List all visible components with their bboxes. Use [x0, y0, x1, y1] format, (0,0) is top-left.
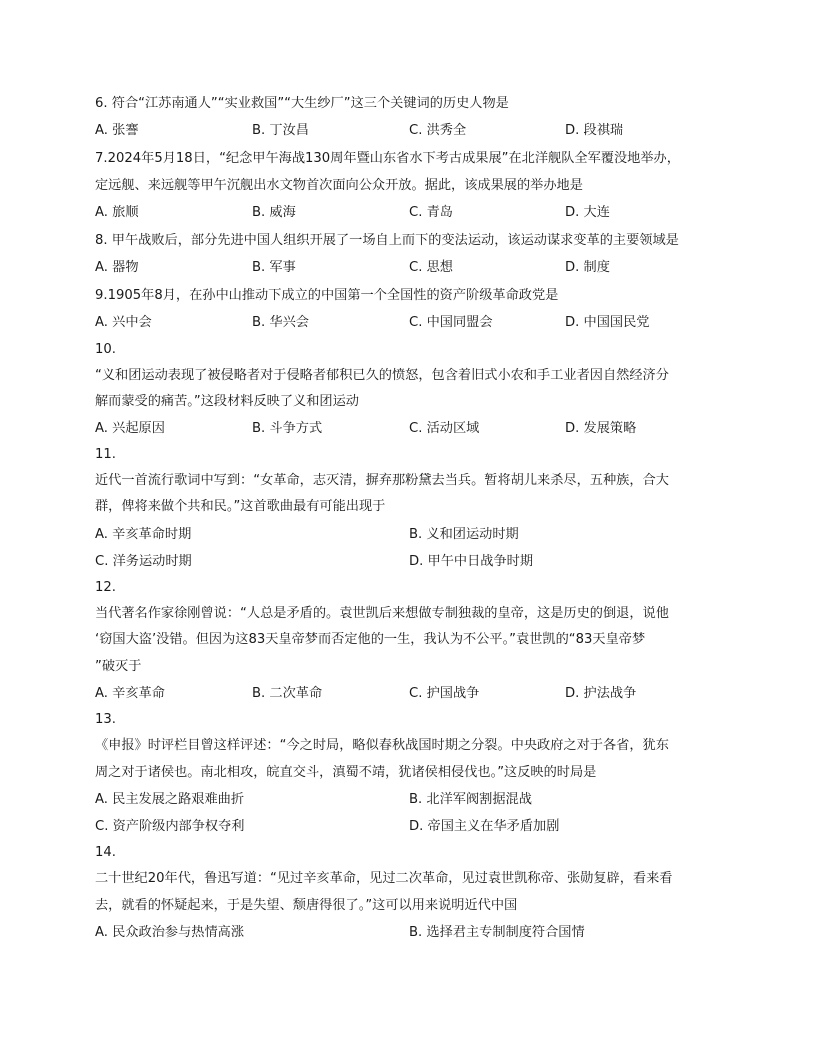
question-12-stem-line-1: 当代著名作家徐刚曾说：“人总是矛盾的。袁世凯后来想做专制独裁的皇帝，这是历史的倒退，说他 [95, 606, 669, 621]
question-7-option-b: B. 威海 [252, 205, 296, 220]
question-11-option-b: B. 义和团运动时期 [409, 527, 519, 542]
question-13-stem-line-1: 《申报》时评栏目曾这样评述：“今之时局，略似春秋战国时期之分裂。中央政府之对于各省，犹东 [95, 738, 669, 753]
question-10-option-a: A. 兴起原因 [95, 421, 165, 436]
question-8-option-b: B. 军事 [252, 260, 296, 275]
question-11-stem-line-1: 近代一首流行歌词中写到：“女革命，志灭清，摒弃那粉黛去当兵。暂将胡儿来杀尽，五种族，合大 [95, 473, 669, 488]
question-11-number: 11. [95, 447, 116, 462]
question-6-option-c: C. 洪秀全 [409, 123, 467, 138]
question-9-option-b: B. 华兴会 [252, 315, 309, 330]
question-12-stem-line-3: ”破灭于 [95, 659, 142, 674]
question-10-stem-line-2: 解而蒙受的痛苦。”这段材料反映了义和团运动 [95, 394, 359, 409]
question-7-stem-line-2: 定远舰、来远舰等甲午沉舰出水文物首次面向公众开放。据此，该成果展的举办地是 [95, 178, 583, 193]
question-13-option-d: D. 帝国主义在华矛盾加剧 [409, 819, 560, 834]
question-8-stem: 8. 甲午战败后，部分先进中国人组织开展了一场自上而下的变法运动，该运动谋求变革的主要领域是 [95, 233, 679, 248]
question-13-stem-line-2: 周之对于诸侯也。南北相攻，皖直交斗，滇蜀不靖，犹诸侯相侵伐也。”这反映的时局是 [95, 765, 597, 780]
question-10-number: 10. [95, 342, 116, 357]
question-13-number: 13. [95, 712, 116, 727]
question-12-option-c: C. 护国战争 [409, 686, 480, 701]
question-14-number: 14. [95, 845, 116, 860]
question-12-number: 12. [95, 580, 116, 595]
question-14-option-b: B. 选择君主专制制度符合国情 [409, 925, 585, 940]
question-6-option-b: B. 丁汝昌 [252, 123, 309, 138]
question-13-option-c: C. 资产阶级内部争权夺利 [95, 819, 245, 834]
question-12-option-a: A. 辛亥革命 [95, 686, 165, 701]
question-7-option-c: C. 青岛 [409, 205, 453, 220]
question-8-option-a: A. 器物 [95, 260, 139, 275]
question-9-option-d: D. 中国国民党 [565, 315, 650, 330]
question-10-option-d: D. 发展策略 [565, 421, 637, 436]
question-6-stem: 6. 符合“江苏南通人”“实业救国”“大生纱厂”这三个关键词的历史人物是 [95, 96, 509, 111]
question-9-option-a: A. 兴中会 [95, 315, 152, 330]
question-13-option-a: A. 民主发展之路艰难曲折 [95, 792, 245, 807]
question-12-option-d: D. 护法战争 [565, 686, 637, 701]
question-11-option-a: A. 辛亥革命时期 [95, 527, 192, 542]
question-14-stem-line-2: 去，就看的怀疑起来，于是失望、颓唐得很了。”这可以用来说明近代中国 [95, 898, 518, 913]
question-13-option-b: B. 北洋军阀割据混战 [409, 792, 532, 807]
question-7-option-d: D. 大连 [565, 205, 610, 220]
question-14-stem-line-1: 二十世纪20年代，鲁迅写道：“见过辛亥革命，见过二次革命，见过袁世凯称帝、张勋复辟，看来看 [95, 871, 673, 886]
question-12-option-b: B. 二次革命 [252, 686, 323, 701]
question-6-option-a: A. 张謇 [95, 123, 139, 138]
question-14-option-a: A. 民众政治参与热情高涨 [95, 925, 245, 940]
question-6-option-d: D. 段祺瑞 [565, 123, 624, 138]
question-10-option-b: B. 斗争方式 [252, 421, 323, 436]
question-12-stem-line-2: ‘窃国大盗’没错。但因为这83天皇帝梦而否定他的一生，我认为不公平。”袁世凯的“83天皇帝梦 [95, 632, 646, 647]
question-9-option-c: C. 中国同盟会 [409, 315, 493, 330]
question-11-option-c: C. 洋务运动时期 [95, 554, 192, 569]
question-11-option-d: D. 甲午中日战争时期 [409, 554, 534, 569]
question-7-option-a: A. 旅顺 [95, 205, 139, 220]
question-9-stem: 9.1905年8月，在孙中山推动下成立的中国第一个全国性的资产阶级革命政党是 [95, 288, 559, 303]
question-7-stem-line-1: 7.2024年5月18日，“纪念甲午海战130周年暨山东省水下考古成果展”在北洋舰队全军覆没地举办， [95, 151, 680, 166]
question-8-option-c: C. 思想 [409, 260, 453, 275]
question-10-stem-line-1: “义和团运动表现了被侵略者对于侵略者郁积已久的愤怒，包含着旧式小农和手工业者因自然经济分 [95, 368, 669, 383]
question-10-option-c: C. 活动区域 [409, 421, 480, 436]
question-11-stem-line-2: 群，俾将来做个共和民。”这首歌曲最有可能出现于 [95, 499, 386, 514]
question-8-option-d: D. 制度 [565, 260, 610, 275]
